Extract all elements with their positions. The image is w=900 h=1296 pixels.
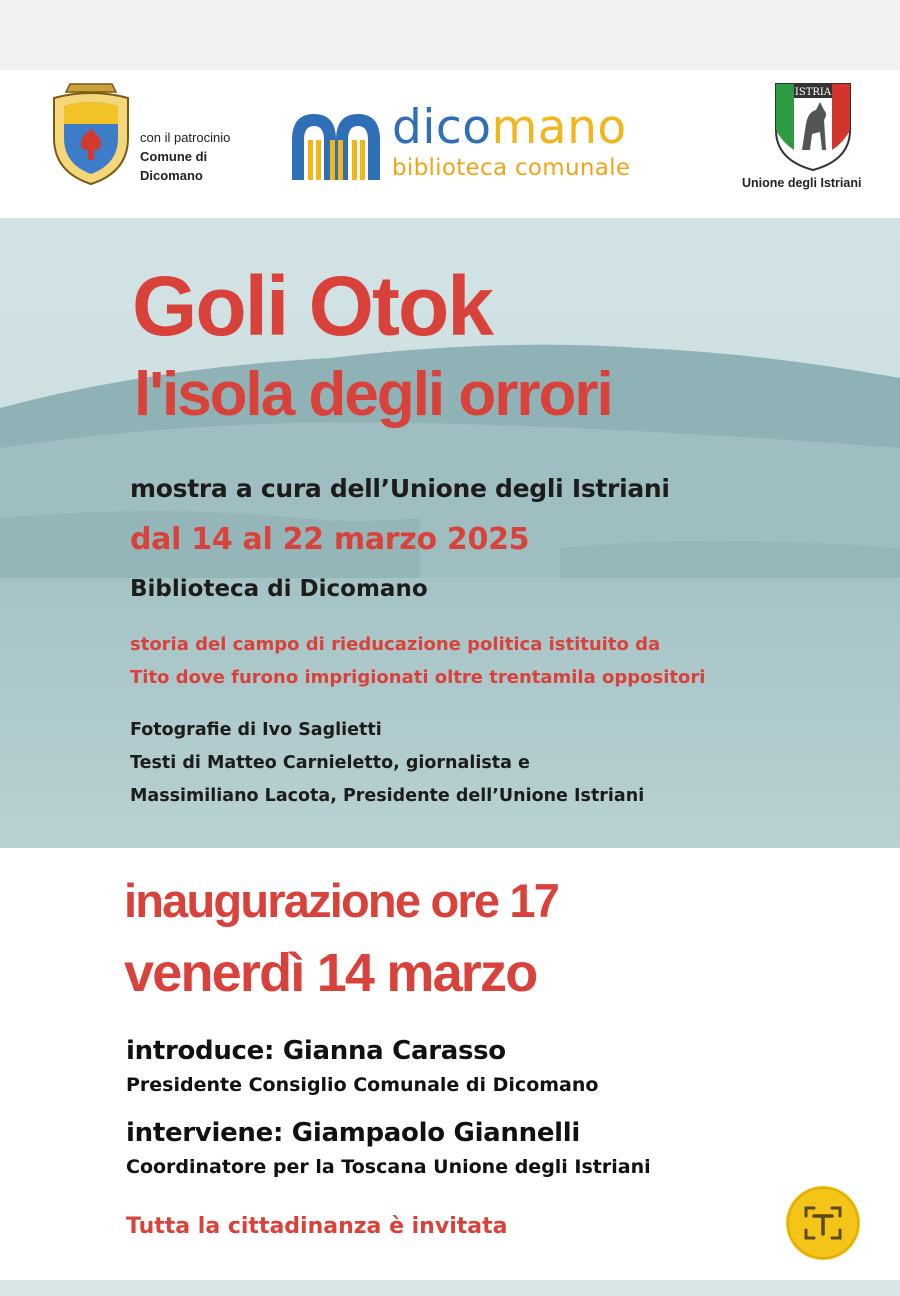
curated-by: mostra a cura dell’Unione degli Istriani: [130, 474, 670, 503]
patronage-line-2: Comune di: [140, 149, 208, 164]
exhibition-title: Goli Otok: [132, 259, 492, 353]
library-name-part2: mano: [491, 100, 627, 155]
inauguration-time: inaugurazione ore 17: [124, 874, 559, 927]
credit-line-3: Massimiliano Lacota, Presidente dell’Unione Istriani: [130, 786, 645, 806]
exhibition-venue: Biblioteca di Dicomano: [130, 576, 428, 602]
public-invitation: Tutta la cittadinanza è invitata: [126, 1214, 508, 1239]
speaks-role: Coordinatore per la Toscana Unione degli Istriani: [126, 1156, 651, 1178]
description-line-1: storia del campo di rieducazione politica istituito da: [130, 634, 661, 655]
patronage-line-3: Dicomano: [140, 168, 203, 183]
istria-org-name: Unione degli Istriani: [742, 176, 862, 190]
exhibition-dates: dal 14 al 22 marzo 2025: [130, 522, 530, 557]
library-arch-icon: [290, 110, 382, 182]
inauguration-day: venerdì 14 marzo: [124, 943, 537, 1003]
speaks-speaker: interviene: Giampaolo Giannelli: [126, 1118, 581, 1148]
istria-shield-icon: [772, 80, 854, 172]
introduces-speaker: introduce: Gianna Carasso: [126, 1036, 506, 1066]
text-recognition-icon[interactable]: [786, 1186, 860, 1260]
patronage-line-1: con il patrocinio: [140, 130, 231, 145]
introduces-role: Presidente Consiglio Comunale di Dicomano: [126, 1074, 599, 1096]
exhibition-description: [130, 628, 705, 694]
patronage-block: [140, 128, 230, 185]
top-band: [0, 0, 900, 70]
exhibition-subtitle: l'isola degli orrori: [134, 360, 612, 429]
library-name-part1: dico: [392, 100, 492, 155]
dicomano-crest-icon: [48, 80, 134, 186]
exhibition-credits: [130, 714, 644, 813]
library-name: [392, 102, 627, 154]
library-subtitle: biblioteca comunale: [392, 155, 631, 181]
credit-line-1: Fotografie di Ivo Saglietti: [130, 720, 382, 740]
description-line-2: Tito dove furono imprigionati oltre trentamila oppositori: [130, 667, 706, 688]
istria-shield-text: ISTRIA: [794, 87, 832, 98]
credit-line-2: Testi di Matteo Carnieletto, giornalista e: [130, 753, 530, 773]
bottom-strip: [0, 1280, 900, 1296]
